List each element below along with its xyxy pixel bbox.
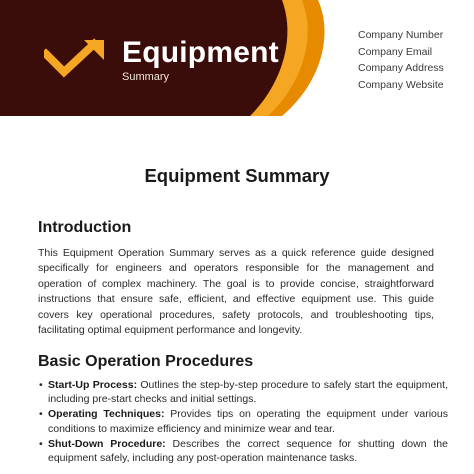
list-item: [48, 378, 448, 406]
list-item-text: Provides tips on operating the equipment under various conditions to maximize efficiency and minimize wear and tear.: [48, 408, 448, 435]
procedures-heading: Basic Operation Procedures: [38, 353, 254, 370]
list-item-text: Outlines the step-by-step procedure to safely start the equipment, including pre-start checks and initial settings.: [48, 379, 448, 406]
arrow-chevron-logo-icon: [44, 38, 108, 82]
company-info: [358, 27, 444, 93]
list-item-term: Shut-Down Procedure:: [48, 437, 166, 450]
procedures-list: [38, 378, 448, 466]
company-email: Company Email: [358, 45, 433, 58]
page-title: Equipment Summary: [144, 165, 330, 186]
list-item: [48, 437, 448, 465]
introduction-heading: Introduction: [38, 219, 132, 236]
company-website: Company Website: [358, 78, 444, 91]
introduction-body: This Equipment Operation Summary serves as a quick reference guide designed specifically for engineers and operators responsible for the management and operation of complex machinery. The goal is to provide concise, straightforward instructions that ensure safe, efficient, and effective equipment use. This guide covers key operational procedures, safety protocols, and troubleshooting tips, facilitating optimal equipment performance and longevity.: [38, 247, 434, 337]
brand-title: Equipment: [122, 36, 279, 69]
list-item: [48, 407, 448, 435]
company-number: Company Number: [358, 29, 444, 41]
brand-subtitle: Summary: [122, 71, 170, 83]
list-item-term: Start-Up Process:: [48, 379, 138, 391]
list-item-text: Describes the correct sequence for shutting down the equipment safely, including any post-operation maintenance tasks.: [48, 437, 448, 465]
list-item-term: Operating Techniques:: [48, 408, 165, 421]
company-address: Company Address: [358, 62, 444, 74]
